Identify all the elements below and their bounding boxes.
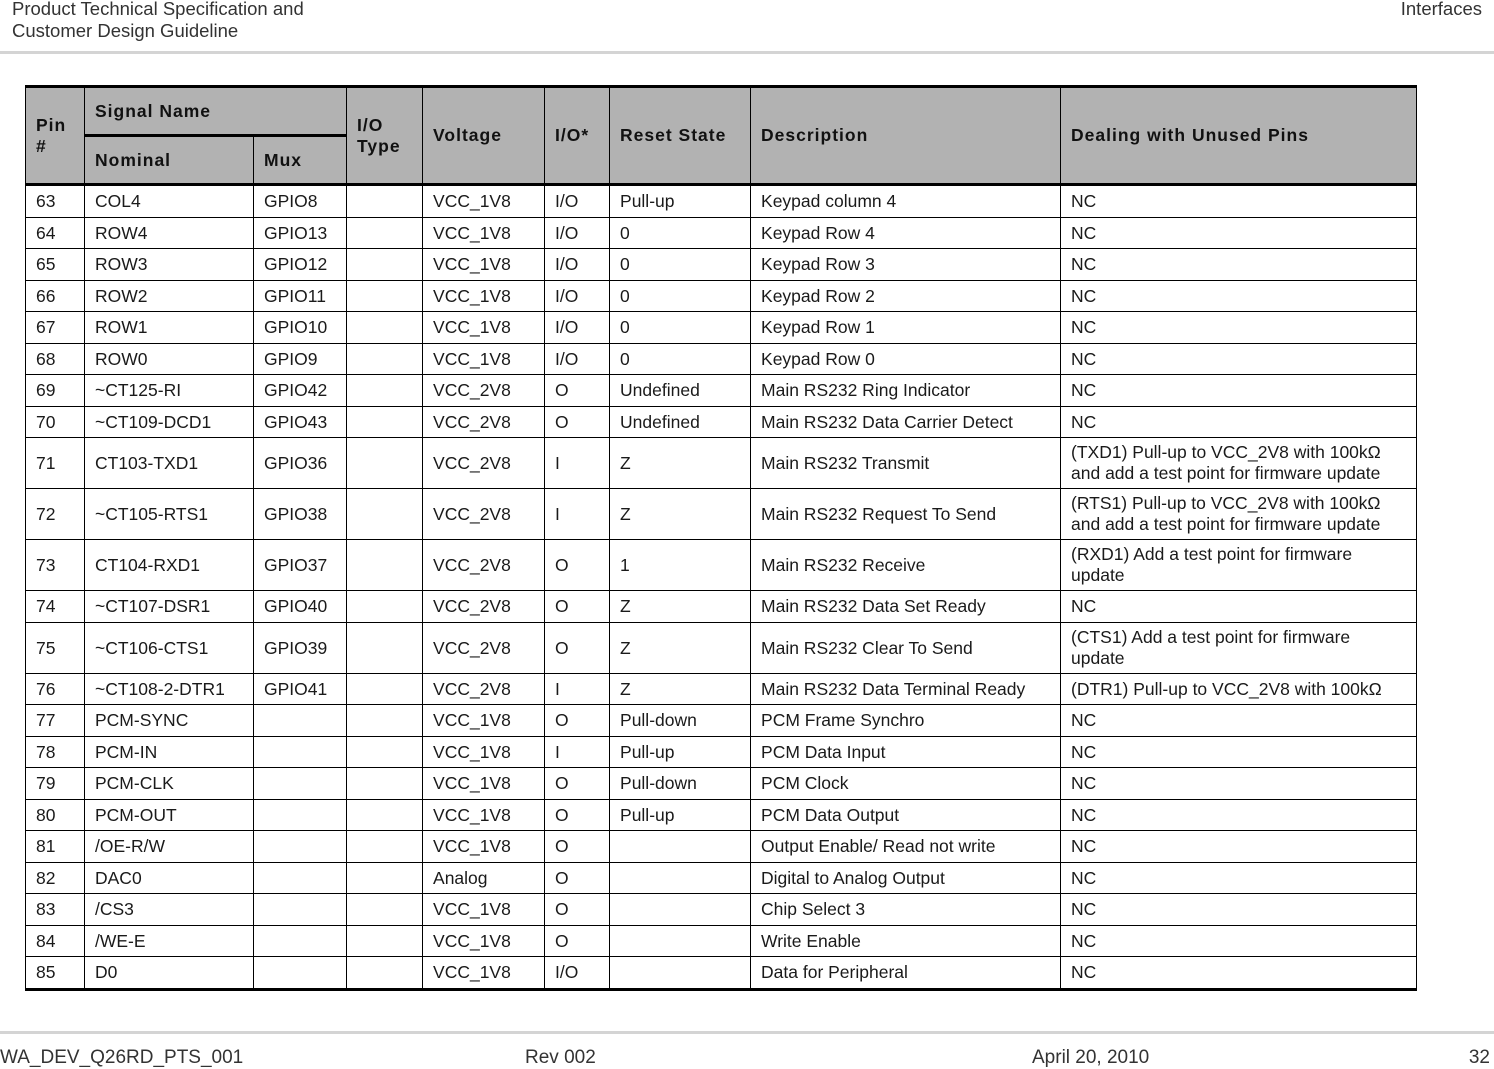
cell-pin: 66 [26,280,85,312]
cell-reset-state: 0 [610,343,751,375]
cell-voltage: VCC_1V8 [423,249,545,281]
cell-nominal: PCM-OUT [85,799,254,831]
cell-io: I [545,438,610,489]
cell-nominal: ~CT106-CTS1 [85,622,254,673]
cell-nominal: ROW0 [85,343,254,375]
table-row [26,438,1417,489]
cell-io: O [545,925,610,957]
cell-voltage: VCC_1V8 [423,705,545,737]
cell-mux: GPIO39 [254,622,347,673]
cell-reset-state [610,925,751,957]
cell-reset-state: Z [610,673,751,705]
cell-description: Main RS232 Data Carrier Detect [751,406,1061,438]
cell-io-type [347,343,423,375]
cell-description: Output Enable/ Read not write [751,831,1061,863]
cell-mux [254,799,347,831]
cell-mux: GPIO37 [254,540,347,591]
table-row [26,249,1417,281]
cell-description: Keypad Row 0 [751,343,1061,375]
cell-io-type [347,591,423,623]
cell-unused-pins: NC [1061,925,1417,957]
cell-io: I/O [545,280,610,312]
cell-unused-pins: (CTS1) Add a test point for firmware update [1061,622,1417,673]
table-header-row [26,87,1417,136]
cell-mux [254,831,347,863]
cell-io-type [347,438,423,489]
cell-description: Main RS232 Clear To Send [751,622,1061,673]
table-row [26,489,1417,540]
cell-reset-state [610,831,751,863]
table-row [26,622,1417,673]
cell-voltage: VCC_1V8 [423,831,545,863]
cell-reset-state: 0 [610,312,751,344]
cell-io: I/O [545,249,610,281]
cell-unused-pins: NC [1061,768,1417,800]
cell-description: Write Enable [751,925,1061,957]
cell-io-type [347,375,423,407]
table-row [26,312,1417,344]
cell-unused-pins: (RTS1) Pull-up to VCC_2V8 with 100kΩ and add a test point for firmware update [1061,489,1417,540]
cell-io-type [347,249,423,281]
cell-pin: 81 [26,831,85,863]
table-row [26,343,1417,375]
cell-io: I [545,489,610,540]
cell-unused-pins: NC [1061,343,1417,375]
cell-voltage: VCC_1V8 [423,217,545,249]
cell-nominal: CT104-RXD1 [85,540,254,591]
cell-io-type [347,540,423,591]
cell-unused-pins: NC [1061,312,1417,344]
cell-description: Keypad Row 1 [751,312,1061,344]
cell-io-type [347,280,423,312]
cell-mux: GPIO11 [254,280,347,312]
cell-io: O [545,622,610,673]
cell-mux [254,894,347,926]
cell-mux: GPIO42 [254,375,347,407]
cell-reset-state [610,894,751,926]
cell-nominal: COL4 [85,185,254,218]
cell-description: Keypad column 4 [751,185,1061,218]
cell-io: O [545,799,610,831]
cell-pin: 83 [26,894,85,926]
cell-unused-pins: NC [1061,862,1417,894]
cell-nominal: D0 [85,957,254,990]
footer-page-number: 32 [1468,1047,1490,1068]
col-reset-state: Reset State [610,87,751,185]
cell-description: PCM Data Output [751,799,1061,831]
cell-pin: 64 [26,217,85,249]
cell-io: I/O [545,957,610,990]
cell-io-type [347,862,423,894]
cell-unused-pins: NC [1061,280,1417,312]
cell-reset-state [610,957,751,990]
cell-voltage: VCC_2V8 [423,540,545,591]
cell-io-type [347,799,423,831]
cell-nominal: ~CT109-DCD1 [85,406,254,438]
cell-mux: GPIO40 [254,591,347,623]
cell-description: Main RS232 Data Terminal Ready [751,673,1061,705]
header-divider [0,51,1494,54]
footer-doc-id: WA_DEV_Q26RD_PTS_001 [0,1047,244,1068]
col-io: I/O* [545,87,610,185]
cell-description: Main RS232 Data Set Ready [751,591,1061,623]
cell-voltage: VCC_2V8 [423,673,545,705]
cell-voltage: VCC_2V8 [423,438,545,489]
col-voltage: Voltage [423,87,545,185]
cell-nominal: DAC0 [85,862,254,894]
cell-io: I/O [545,312,610,344]
cell-description: Chip Select 3 [751,894,1061,926]
table-row [26,957,1417,990]
cell-nominal: ~CT107-DSR1 [85,591,254,623]
cell-description: Keypad Row 2 [751,280,1061,312]
cell-io-type [347,185,423,218]
header-doc-title [12,0,304,42]
cell-reset-state: Z [610,622,751,673]
cell-reset-state: Undefined [610,406,751,438]
cell-nominal: PCM-IN [85,736,254,768]
cell-io: O [545,831,610,863]
header-title-line2: Customer Design Guideline [12,20,239,41]
cell-pin: 78 [26,736,85,768]
cell-mux: GPIO9 [254,343,347,375]
col-signal-name: Signal Name [85,87,347,136]
cell-pin: 67 [26,312,85,344]
cell-mux [254,705,347,737]
cell-description: Main RS232 Transmit [751,438,1061,489]
cell-description: PCM Data Input [751,736,1061,768]
cell-io-type [347,312,423,344]
cell-mux: GPIO13 [254,217,347,249]
cell-io-type [347,406,423,438]
footer-date: April 20, 2010 [1032,1047,1150,1068]
cell-mux [254,925,347,957]
cell-voltage: VCC_1V8 [423,736,545,768]
cell-pin: 75 [26,622,85,673]
cell-pin: 69 [26,375,85,407]
cell-reset-state: Undefined [610,375,751,407]
cell-mux: GPIO41 [254,673,347,705]
cell-mux [254,957,347,990]
cell-mux: GPIO36 [254,438,347,489]
cell-mux: GPIO12 [254,249,347,281]
cell-voltage: Analog [423,862,545,894]
table-row [26,280,1417,312]
cell-mux: GPIO10 [254,312,347,344]
cell-voltage: VCC_1V8 [423,925,545,957]
cell-nominal: ~CT108-2-DTR1 [85,673,254,705]
cell-description: Digital to Analog Output [751,862,1061,894]
table-row [26,406,1417,438]
cell-reset-state: Z [610,591,751,623]
cell-description: PCM Clock [751,768,1061,800]
cell-unused-pins: NC [1061,705,1417,737]
cell-io: O [545,705,610,737]
cell-io: O [545,768,610,800]
footer-divider [0,1031,1494,1034]
col-description: Description [751,87,1061,185]
cell-io-type [347,736,423,768]
cell-pin: 76 [26,673,85,705]
col-pin: Pin # [26,87,85,185]
cell-unused-pins: (DTR1) Pull-up to VCC_2V8 with 100kΩ [1061,673,1417,705]
cell-pin: 65 [26,249,85,281]
cell-io: O [545,540,610,591]
cell-voltage: VCC_1V8 [423,280,545,312]
cell-unused-pins: NC [1061,831,1417,863]
cell-unused-pins: NC [1061,185,1417,218]
table-row [26,894,1417,926]
cell-pin: 85 [26,957,85,990]
cell-reset-state: 1 [610,540,751,591]
cell-description: Main RS232 Receive [751,540,1061,591]
cell-nominal: /WE-E [85,925,254,957]
cell-voltage: VCC_2V8 [423,406,545,438]
col-mux: Mux [254,136,347,185]
cell-pin: 77 [26,705,85,737]
cell-io: I [545,736,610,768]
table-row [26,862,1417,894]
cell-io-type [347,489,423,540]
table-row [26,799,1417,831]
cell-nominal: /OE-R/W [85,831,254,863]
cell-io: O [545,894,610,926]
table-row [26,736,1417,768]
cell-voltage: VCC_1V8 [423,343,545,375]
cell-nominal: ROW3 [85,249,254,281]
cell-io: O [545,406,610,438]
cell-io: O [545,862,610,894]
cell-pin: 74 [26,591,85,623]
cell-pin: 84 [26,925,85,957]
cell-pin: 80 [26,799,85,831]
cell-unused-pins: NC [1061,406,1417,438]
cell-reset-state: 0 [610,249,751,281]
cell-io-type [347,217,423,249]
cell-voltage: VCC_1V8 [423,768,545,800]
cell-io: O [545,375,610,407]
cell-description: Data for Peripheral [751,957,1061,990]
cell-reset-state: Pull-up [610,736,751,768]
cell-mux: GPIO38 [254,489,347,540]
cell-io-type [347,831,423,863]
col-io-type: I/O Type [347,87,423,185]
cell-nominal: ~CT125-RI [85,375,254,407]
cell-io: O [545,591,610,623]
cell-pin: 68 [26,343,85,375]
cell-voltage: VCC_1V8 [423,312,545,344]
cell-unused-pins: (RXD1) Add a test point for firmware update [1061,540,1417,591]
table-row [26,540,1417,591]
cell-io-type [347,622,423,673]
footer-revision: Rev 002 [525,1047,596,1068]
cell-pin: 72 [26,489,85,540]
cell-io-type [347,894,423,926]
cell-pin: 71 [26,438,85,489]
cell-reset-state: Z [610,438,751,489]
cell-pin: 63 [26,185,85,218]
pin-spec-table [25,85,1417,991]
cell-io-type [347,705,423,737]
cell-io-type [347,957,423,990]
cell-nominal: ROW4 [85,217,254,249]
cell-io: I/O [545,217,610,249]
col-unused-pins: Dealing with Unused Pins [1061,87,1417,185]
cell-reset-state: Pull-up [610,185,751,218]
cell-nominal: ROW2 [85,280,254,312]
cell-voltage: VCC_1V8 [423,894,545,926]
cell-nominal: PCM-SYNC [85,705,254,737]
cell-description: Main RS232 Ring Indicator [751,375,1061,407]
table-row [26,591,1417,623]
table-row [26,217,1417,249]
table-row [26,185,1417,218]
cell-io: I [545,673,610,705]
cell-description: Keypad Row 4 [751,217,1061,249]
cell-reset-state: Pull-down [610,705,751,737]
cell-voltage: VCC_1V8 [423,185,545,218]
table-row [26,831,1417,863]
cell-reset-state: Z [610,489,751,540]
cell-unused-pins: NC [1061,375,1417,407]
cell-unused-pins: NC [1061,249,1417,281]
cell-unused-pins: NC [1061,736,1417,768]
cell-pin: 79 [26,768,85,800]
table-row [26,673,1417,705]
cell-reset-state: 0 [610,280,751,312]
cell-mux: GPIO8 [254,185,347,218]
cell-unused-pins: NC [1061,799,1417,831]
cell-pin: 70 [26,406,85,438]
cell-unused-pins: NC [1061,894,1417,926]
table-row [26,375,1417,407]
cell-nominal: ~CT105-RTS1 [85,489,254,540]
cell-description: PCM Frame Synchro [751,705,1061,737]
cell-mux [254,768,347,800]
cell-reset-state [610,862,751,894]
cell-unused-pins: NC [1061,217,1417,249]
cell-voltage: VCC_2V8 [423,489,545,540]
cell-voltage: VCC_1V8 [423,799,545,831]
cell-reset-state: 0 [610,217,751,249]
cell-nominal: /CS3 [85,894,254,926]
cell-reset-state: Pull-up [610,799,751,831]
cell-io: I/O [545,343,610,375]
table-row [26,925,1417,957]
col-nominal: Nominal [85,136,254,185]
cell-io-type [347,925,423,957]
cell-mux [254,736,347,768]
cell-nominal: PCM-CLK [85,768,254,800]
cell-pin: 82 [26,862,85,894]
cell-voltage: VCC_2V8 [423,622,545,673]
cell-nominal: CT103-TXD1 [85,438,254,489]
cell-voltage: VCC_2V8 [423,591,545,623]
cell-mux: GPIO43 [254,406,347,438]
cell-reset-state: Pull-down [610,768,751,800]
cell-unused-pins: NC [1061,591,1417,623]
table-row [26,768,1417,800]
table-row [26,705,1417,737]
header-title-line1: Product Technical Specification and [12,0,304,19]
cell-io-type [347,768,423,800]
cell-pin: 73 [26,540,85,591]
cell-unused-pins: NC [1061,957,1417,990]
cell-io-type [347,673,423,705]
header-section-name: Interfaces [1400,0,1482,19]
cell-description: Keypad Row 3 [751,249,1061,281]
cell-voltage: VCC_1V8 [423,957,545,990]
cell-nominal: ROW1 [85,312,254,344]
cell-unused-pins: (TXD1) Pull-up to VCC_2V8 with 100kΩ and add a test point for firmware update [1061,438,1417,489]
cell-io: I/O [545,185,610,218]
cell-description: Main RS232 Request To Send [751,489,1061,540]
cell-voltage: VCC_2V8 [423,375,545,407]
cell-mux [254,862,347,894]
